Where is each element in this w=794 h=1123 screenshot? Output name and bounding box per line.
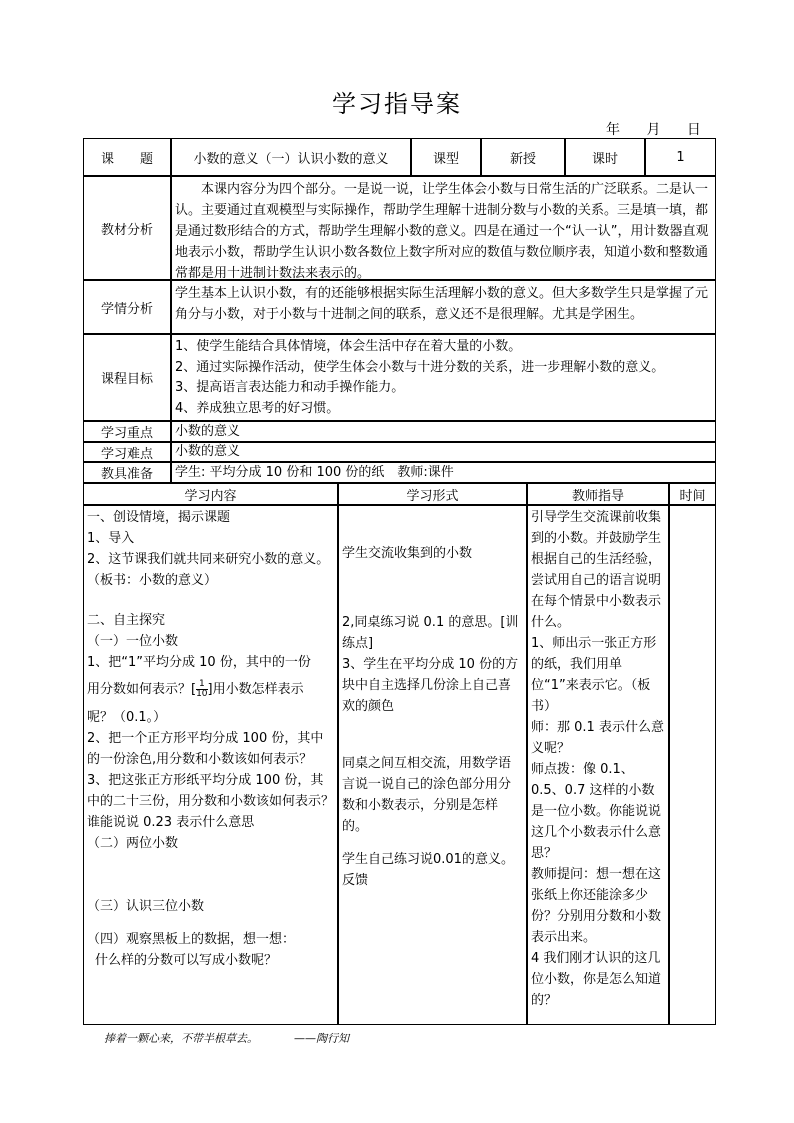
material-text: 本课内容分为四个部分。一是说一说，让学生体会小数与日常生活的广泛联系。二是认一认。主要通过直观模型与实际操作，帮助学生理解十进制分数与小数的关系。三是填一填，都是通过数形结合的方式，帮助学生理解小数的意义。四是在通过一个“认一认”，用计数器直观地表示小数，帮助学生认识小数各数位上数字所对应的数值与数位顺序表，知道小数和整数通常都是用十进制计数法来表示的。 bbox=[171, 176, 716, 280]
goal-item: 4、养成独立思考的好习惯。 bbox=[175, 400, 340, 416]
content-line: （四）观察黑板上的数据，想一想： bbox=[87, 932, 296, 947]
lesson-label: 课 题 bbox=[83, 138, 171, 176]
material-label: 教材分析 bbox=[83, 176, 171, 280]
content-line: 呢？（0.1。） bbox=[87, 710, 167, 725]
student-text: 学生基本上认识小数，有的还能够根据实际生活理解小数的意义。但大多数学生只是掌握了元角分与小数，对于小数与十进制之间的联系，意义还不是很理解。尤其是学困生。 bbox=[171, 280, 716, 334]
content-line: （一）一位小数 bbox=[87, 634, 179, 649]
date-month: 月 bbox=[646, 122, 661, 138]
key-text: 小数的意义 bbox=[171, 421, 716, 442]
content-line: 一、创设情境，揭示课题 bbox=[87, 510, 231, 525]
content-cell bbox=[83, 505, 338, 1025]
guide-line: 1、师出示一张正方形的纸，我们用单位“1”来表示它。（板书） bbox=[531, 636, 657, 714]
period-value: 1 bbox=[645, 138, 716, 176]
lesson-value: 小数的意义（一）认识小数的意义 bbox=[171, 138, 411, 176]
goal-list bbox=[171, 334, 716, 421]
guide-line: 引导学生交流课前收集到的小数。并鼓励学生根据自己的生活经验，尝试用自己的语言说明在每个情景中小数表示什么。 bbox=[531, 510, 662, 630]
form-line: 学生交流收集到的小数 bbox=[342, 546, 473, 561]
quote-author: ——陶行知 bbox=[294, 1032, 349, 1045]
date-year: 年 bbox=[606, 122, 620, 138]
guide-line: 教师提问：想一想在这张纸上你还能涂多少份？分别用分数和小数表示出来。 bbox=[531, 867, 662, 945]
goal-item: 1、使学生能结合具体情境，体会生活中存在着大量的小数。 bbox=[175, 339, 522, 354]
content-line: 二、自主探究 bbox=[87, 613, 166, 628]
page-title: 学习指导案 bbox=[332, 90, 462, 118]
student-label: 学情分析 bbox=[83, 280, 171, 334]
content-fraction-line: 用分数如何表示？[ $\frac{1}{10}$ ]用小数怎样表示 bbox=[87, 679, 304, 699]
content-line: 3、把这张正方形纸平均分成 100 份，其中的二十三份，用分数和小数该如何表示？谁能说说 0.23 表示什么意思 bbox=[87, 773, 335, 830]
form-line: 2,同桌练习说 0.1 的意思。[训练点] bbox=[342, 615, 519, 651]
guide-line: 师：那 0.1 表示什么意义呢？ bbox=[531, 720, 664, 756]
time-cell bbox=[669, 505, 716, 1025]
form-cell bbox=[338, 505, 527, 1025]
col-content-header: 学习内容 bbox=[83, 483, 338, 505]
key-label: 学习重点 bbox=[83, 421, 171, 442]
content-line: 2、把一个正方形平均分成 100 份，其中的一份涂色,用分数和小数该如何表示？ bbox=[87, 731, 324, 767]
footer-quote bbox=[104, 1030, 349, 1046]
tools-label: 教具准备 bbox=[83, 462, 171, 483]
guide-line: 4 我们刚才认识的这几位小数，你是怎么知道的？ bbox=[531, 951, 662, 1008]
guide-line: 师点拨：像 0.1、0.5、0.7 这样的小数是一位小数。你能说说这几个小数表示什么意思？ bbox=[531, 762, 662, 861]
period-label: 课时 bbox=[565, 138, 645, 176]
type-label: 课型 bbox=[411, 138, 481, 176]
form-line: 学生自己练习说0.01的意义。反馈 bbox=[342, 852, 514, 888]
guide-cell bbox=[527, 505, 669, 1025]
content-line: 1、把“1”平均分成 10 份，其中的一份 bbox=[87, 655, 311, 670]
date-day: 日 bbox=[686, 122, 701, 138]
type-value: 新授 bbox=[481, 138, 565, 176]
goal-item: 3、提高语言表达能力和动手操作能力。 bbox=[175, 380, 405, 395]
content-line: （二）两位小数 bbox=[87, 836, 179, 851]
form-line: 3、学生在平均分成 10 份的方块中自主选择几份涂上自己喜欢的颜色 bbox=[342, 657, 519, 714]
content-line: （三）认识三位小数 bbox=[87, 899, 205, 914]
col-guide-header: 教师指导 bbox=[527, 483, 669, 505]
fraction: $\frac{1}{10}$ bbox=[196, 679, 208, 699]
quote-text: 捧着一颗心来，不带半根草去。 bbox=[104, 1032, 258, 1045]
tools-text: 学生: 平均分成 10 份和 100 份的纸 教师:课件 bbox=[171, 462, 716, 483]
goal-item: 2、通过实际操作活动，使学生体会小数与十进分数的关系，进一步理解小数的意义。 bbox=[175, 359, 665, 375]
content-line: 1、导入 bbox=[87, 531, 135, 546]
date-line bbox=[606, 119, 723, 139]
form-line: 同桌之间互相交流，用数学语言说一说自己的涂色部分用分数和小数表示，分别是怎样的。 bbox=[342, 756, 512, 834]
content-line: 2、这节课我们就共同来研究小数的意义。（板书：小数的意义） bbox=[87, 552, 330, 588]
content-line: 什么样的分数可以写成小数呢？ bbox=[95, 953, 278, 968]
difficulty-label: 学习难点 bbox=[83, 442, 171, 462]
goal-label: 课程目标 bbox=[83, 334, 171, 421]
difficulty-text: 小数的意义 bbox=[171, 442, 716, 462]
col-form-header: 学习形式 bbox=[338, 483, 527, 505]
col-time-header: 时间 bbox=[669, 483, 716, 505]
lesson-table bbox=[84, 139, 716, 1025]
